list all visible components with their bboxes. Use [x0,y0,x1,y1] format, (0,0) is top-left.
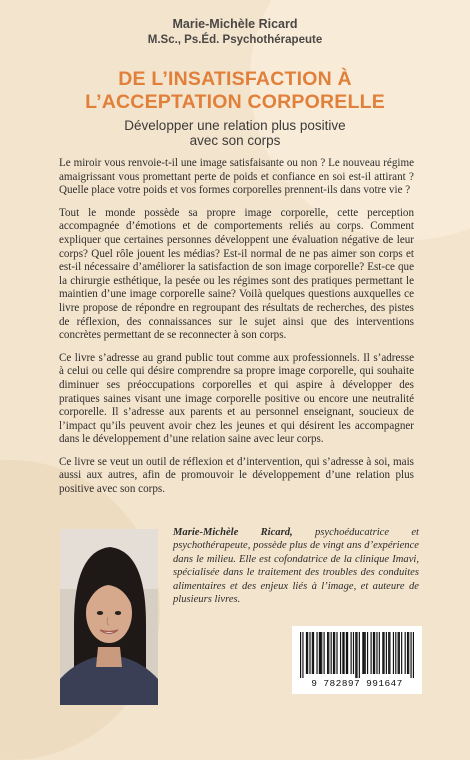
isbn-number: 9 782897 991647 [311,678,403,689]
barcode-bar [399,632,400,674]
barcode-bar [395,632,396,674]
author-name: Marie-Michèle Ricard [172,17,298,31]
barcode-bar [405,632,406,674]
book-subtitle [0,118,470,148]
blurb-paragraph: Le miroir vous renvoie-t-il une image satisfaisante ou non ? Le nouveau régime amaigrissant vous promettant perte de poids et confiance en soi est-il attirant ? Quelle place votre poids et vos formes corporelles prennent-ils dans votre vie ? [59,157,414,197]
title-line-2: L’ACCEPTATION CORPORELLE [85,91,385,113]
barcode-bar [313,632,314,674]
subtitle-line-1: Développer une relation plus positive [124,118,346,133]
barcode-bar [309,632,310,674]
barcode-bar [340,632,341,674]
barcode-bars [300,632,414,678]
barcode-bar [389,632,390,674]
barcode-bar [359,632,360,678]
barcode-bar [302,632,303,678]
barcode-bar [407,632,408,674]
barcode-bar [376,632,377,674]
author-credentials: M.Sc., Ps.Éd. Psychothérapeute [147,34,323,46]
barcode-bar [300,632,301,678]
bio-author-name: Marie-Michèle Ricard, [173,527,293,538]
barcode-bar [374,632,375,674]
barcode-bar [362,632,363,674]
barcode-bar [312,632,313,674]
barcode-bar [386,632,387,674]
barcode-bar [331,632,332,674]
blurb-paragraph: Tout le monde possède sa propre image corporelle, cette perception accompagnée d’émotions et de comportements reliés au corps. Comment expliquer que certaines personnes développent une évaluation négative de leur corps? Quel rôle jouent les médias? Est-il normal de ne pas aimer son corps et est-il nécessaire d’améliorer la satisfaction de son image corporelle? Est-ce que la chirurgie esthétique, la pesée ou les régimes sont des pratiques permettant le maintien d’une image corporelle saine? Voilà quelques questions auxquelles ce livre propose de répondre en regroupant des résultats de recherches, des pistes de réflexion, des connaissances sur le sujet ainsi que des interventions concrètes permettant de se reconnecter à son corps. [59,206,414,342]
barcode-bar [319,632,320,674]
barcode-bar [353,632,354,674]
title-line-1: DE L’INSATISFACTION À [118,68,352,90]
barcode-bar [401,632,402,674]
barcode-bar [327,632,328,674]
blurb [59,157,414,506]
barcode-bar [333,632,334,674]
author-photo [60,529,158,705]
isbn-barcode [292,626,422,694]
barcode-bar [343,632,344,674]
barcode-bar [363,632,364,674]
barcode-bar [393,632,394,674]
barcode-bar [316,632,317,674]
barcode-bar [336,632,337,674]
subtitle-line-2: avec son corps [189,133,281,148]
barcode-bar [328,632,329,674]
author-header [0,16,470,48]
barcode-bar [383,632,384,674]
barcode-bar [408,632,409,674]
bio-text: psychoéducatrice et psychothérapeute, possède plus de vingt ans d’expérience dans le milieu. Elle est cofondatrice de la clinique Imavi, spécialisée dans le traitement des troubles des conduites alimentaires et des enjeux liés à l’image, et auteure de plusieurs livres. [173,527,419,606]
barcode-bar [307,632,308,674]
barcode-bar [371,632,372,674]
barcode-bar [334,632,335,674]
barcode-bar [320,632,321,674]
barcode-bar [379,632,380,674]
barcode-bar [388,632,389,674]
barcode-bar [413,632,414,678]
barcode-bar [306,632,307,674]
blurb-paragraph: Ce livre s’adresse au grand public tout comme aux professionnels. Il s’adresse à celui ou celle qui désire comprendre sa propre image corporelle, qui souhaite diminuer ses préoccupations corporelles et qui aspire à développer des pratiques saines visant une image corporelle positive ou encore une neutralité corporelle. Il s’adresse aux parents et au personnel enseignant, soucieux de l’impact qu’ils peuvent avoir chez les jeunes et qui désirent les accompagner dans le développement d’une relation saine avec leur corps. [59,351,414,446]
barcode-bar [398,632,399,674]
barcode-bar [346,632,347,674]
barcode-bar [382,632,383,674]
barcode-bar [347,632,348,674]
blurb-paragraph: Ce livre se veut un outil de réflexion et d’intervention, qui s’adresse à soi, mais aussi aux autres, afin de promouvoir le développement d’une relation plus positive avec son corps. [59,455,414,496]
book-title [0,68,470,114]
barcode-bar [373,632,374,674]
barcode-bar [324,632,325,674]
barcode-bar [342,632,343,674]
barcode-bar [356,632,357,678]
barcode-bar [367,632,368,674]
barcode-bar [351,632,352,674]
barcode-bar [355,632,356,678]
barcode-bar [410,632,411,678]
barcode-bar [321,632,322,674]
author-bio [173,526,419,606]
barcode-bar [365,632,366,674]
author-portrait-image [60,529,158,705]
